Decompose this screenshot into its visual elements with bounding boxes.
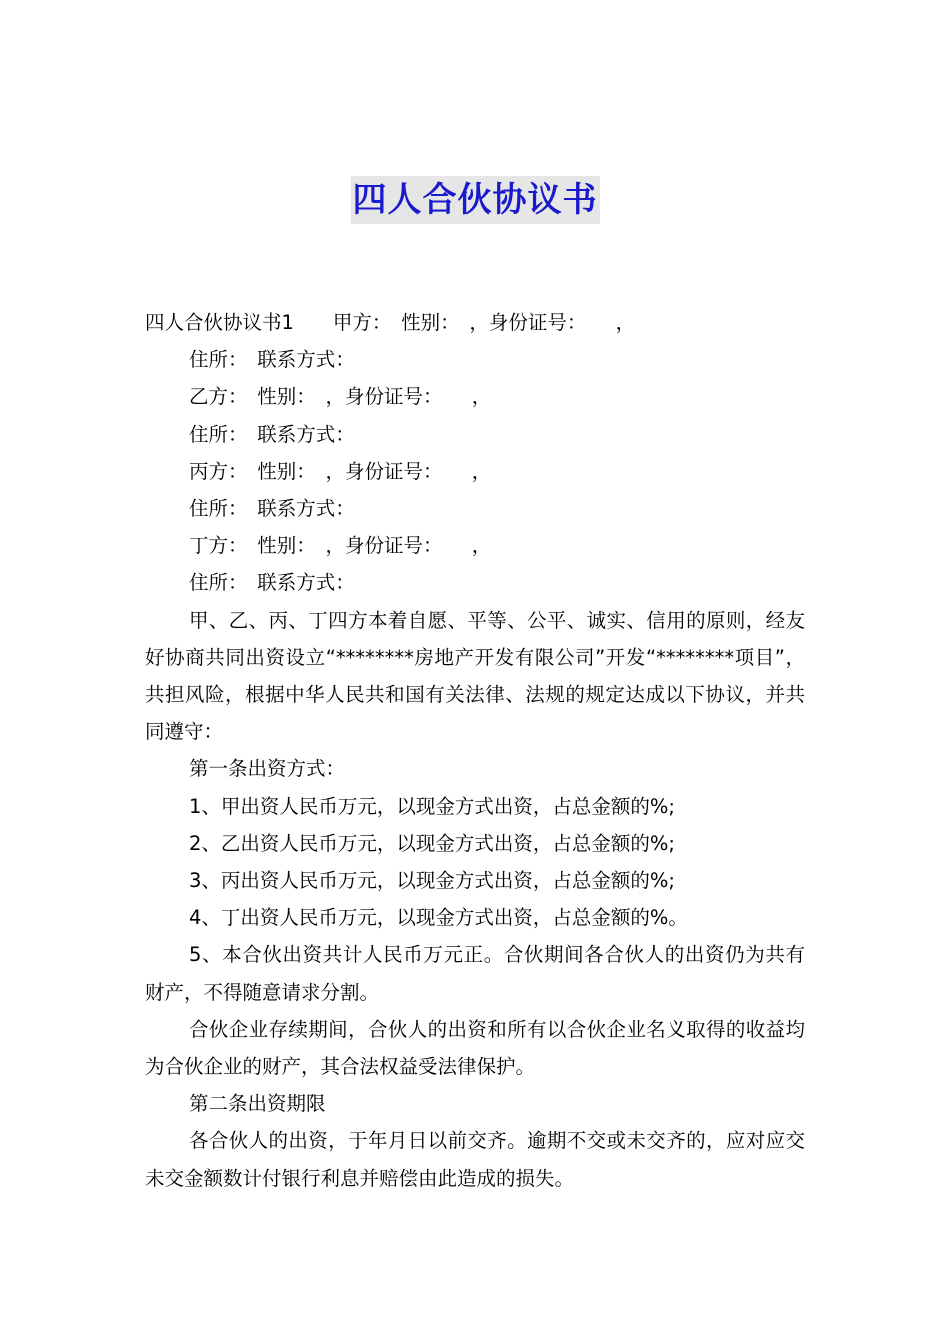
paragraph: 5、本合伙出资共计人民币万元正。合伙期间各合伙人的出资仍为共有财产，不得随意请求分割。 (145, 943, 805, 1004)
paragraph: 第一条出资方式： (189, 757, 346, 781)
paragraph: 四人合伙协议书1 甲方： 性别： ，身份证号： ， (145, 311, 636, 334)
paragraph: 合伙企业存续期间，合伙人的出资和所有以合伙企业名义取得的收益均为合伙企业的财产，其合法权益受法律保护。 (145, 1017, 805, 1079)
paragraph: 第二条出资期限 (189, 1092, 326, 1116)
paragraph: 住所： 联系方式： (189, 422, 355, 446)
paragraph: 住所： 联系方式： (189, 348, 355, 372)
paragraph: 4、丁出资人民币万元，以现金方式出资，占总金额的%。 (189, 906, 688, 930)
document-title (0, 176, 950, 224)
paragraph: 各合伙人的出资，于年月日以前交齐。逾期不交或未交齐的，应对应交未交金额数计付银行利息并赔偿由此造成的损失。 (145, 1129, 805, 1190)
document-body (145, 304, 805, 1197)
paragraph: 3、丙出资人民币万元，以现金方式出资，占总金额的%; (189, 869, 676, 893)
paragraph: 住所： 联系方式： (189, 497, 355, 521)
paragraph: 1、甲出资人民币万元，以现金方式出资，占总金额的%; (189, 794, 676, 818)
paragraph: 甲、乙、丙、丁四方本着自愿、平等、公平、诚实、信用的原则，经友好协商共同出资设立“********房地产开发有限公司”开发“********项目”，共担风险，根据中华人民共和国有关法律、法规的规定达成以下协议，并共同遵守： (145, 608, 805, 744)
paragraph: 2、乙出资人民币万元，以现金方式出资，占总金额的%; (189, 831, 676, 855)
paragraph: 乙方： 性别： ，身份证号： ， (189, 385, 492, 409)
paragraph: 丁方： 性别： ，身份证号： ， (189, 534, 492, 558)
document-title-text: 四人合伙协议书 (351, 176, 600, 224)
paragraph: 丙方： 性别： ，身份证号： ， (189, 459, 492, 483)
paragraph: 住所： 联系方式： (189, 571, 355, 595)
